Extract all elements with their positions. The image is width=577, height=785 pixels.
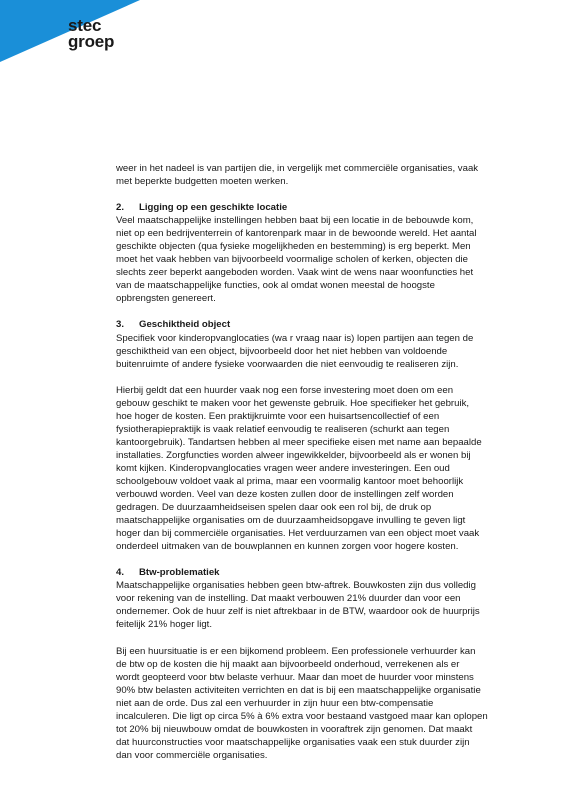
document-body [116,162,526,775]
paragraph [116,214,526,305]
text-line: opbrengsten genereert. [116,293,216,305]
section-number: 2. [116,202,125,214]
text-line: buitenruimte of andere fysieke voorwaarden die niet eenvoudig te realiseren zijn. [116,358,459,370]
text-line: feitelijk 21% hoger ligt. [116,619,212,631]
text-line: ondernemer. Ook de huur zelf is niet aftrekbaar in de BTW, waardoor ook de huurprijs [116,606,480,618]
text-line: slechts zeer beperkt aangeboden worden. Vaak wint de wens naar woonfuncties het [116,267,474,279]
logo-line-2: groep [68,32,115,51]
text-line: wordt geopteerd voor btw belaste verhuur. Maar dan moet de huurder voor minstens [116,671,474,683]
text-line: gebouw geschikt te maken voor het gewenste gebruik. Hoe specifieker het gebruik, [116,397,470,409]
section-heading [116,318,526,331]
text-line: met beperkte budgetten moeten werken. [116,176,289,188]
section-number: 3. [116,319,125,331]
section-4 [116,566,526,762]
paragraph [116,384,526,554]
paragraph [116,332,526,371]
text-line: geschiktheid van een object, bijvoorbeeld door het niet hebben van voldoende [116,345,448,357]
text-line: Bij een huursituatie is er een bijkomend probleem. Een professionele verhuurder kan [116,645,476,657]
section-title: Btw-problematiek [139,567,220,579]
text-line: incalculeren. Die ligt op circa 5% à 6% extra voor bestaand vastgoed maar kan oplopen [116,710,488,722]
text-line: de btw op de kosten die hij maakt aan bijvoorbeeld onderhoud, verrekenen als er [116,658,460,670]
text-line: Hierbij geldt dat een huurder vaak nog een forse investering moet doen om een [116,384,454,396]
text-line: onderdeel uitmaken van de bouwplannen en kunnen zorgen voor hogere kosten. [116,541,459,553]
text-line: hoe hoger de kosten. Een praktijkruimte voor een huisartsencollectief of een [116,410,440,422]
section-2 [116,201,526,305]
intro-paragraph [116,162,526,188]
text-line: Specifiek voor kinderopvanglocaties (wa r vraag naar is) lopen partijen aan tegen de [116,332,474,344]
text-line: installaties. Zorgfuncties worden alweer ingewikkelder, bijvoorbeeld als er wonen bij [116,449,471,461]
text-line: schoolgebouw voldoet vaak al prima, maar een voormalig kantoor moet behoorlijk [116,475,464,487]
text-line: hoger dan bij commerciële organisaties. Het verduurzamen van een object moet vaak [116,528,480,540]
text-line: 90% btw belasten activiteiten verrichten en dat is bij een maatschappelijke organisatie [116,684,481,696]
text-line: gedragen. De duurzaamheidseisen spelen daar ook een rol bij, de druk op [116,502,432,514]
text-line: geschikte objecten (qua fysieke mogelijkheden en bestemming) is erg beperkt. Men [116,241,471,253]
text-line: niet op een bedrijventerrein of kantorenpark maar in de bewoonde wereld. Het aantal [116,228,477,240]
text-line: niet aan de orde. Dus zal een verhuurder in zijn huur een btw-compensatie [116,697,434,709]
section-number: 4. [116,567,125,579]
text-line: maatschappelijke organisaties om de duurzaamheidsopgave invulling te geven ligt [116,515,466,527]
section-heading [116,201,526,214]
text-line: fysiotherapiepraktijk is vaak relatief eenvoudig te realiseren (schurkt aan tegen [116,423,450,435]
paragraph [116,579,526,631]
section-title: Geschiktheid object [139,319,231,331]
text-line: van de maatschappelijke functies, ook al omdat wonen meestal de hoogste [116,280,435,292]
text-line: Maatschappelijke organisaties hebben geen btw-aftrek. Bouwkosten zijn dus volledig [116,580,476,592]
text-line: komt kijken. Kinderopvanglocaties vragen weer andere investeringen. Een oud [116,462,450,474]
text-line: verbouwd worden. Veel van deze kosten zullen door de instellingen zelf worden [116,489,454,501]
company-logo [68,18,114,50]
text-line: weer in het nadeel is van partijen die, in vergelijk met commerciële organisaties, vaak [116,163,479,174]
text-line: moet het vaak hebben van bijvoorbeeld voormalige scholen of kerken, objecten die [116,254,468,266]
text-line: dat huurconstructies voor maatschappelijke organisaties vaak een stuk duurder zijn [116,736,470,748]
logo-line-1: stec [68,16,102,35]
text-line: dan voor commerciële organisaties. [116,749,268,761]
paragraph [116,645,526,762]
section-title: Ligging op een geschikte locatie [139,202,288,214]
text-line: Veel maatschappelijke instellingen hebben baat bij een locatie in de bebouwde kom, [116,215,474,227]
section-heading [116,566,526,579]
text-line: voor rekening van de instelling. Dat maakt verbouwen 21% duurder dan voor een [116,593,461,605]
text-line: tot 20% bij nieuwbouw omdat de bouwkosten in vooraftrek zijn genomen. Dat maakt [116,723,473,735]
text-line: kantoorgebruik). Tandartsen hebben al meer specifieke eisen met name aan bepaalde [116,436,482,448]
section-3 [116,318,526,553]
